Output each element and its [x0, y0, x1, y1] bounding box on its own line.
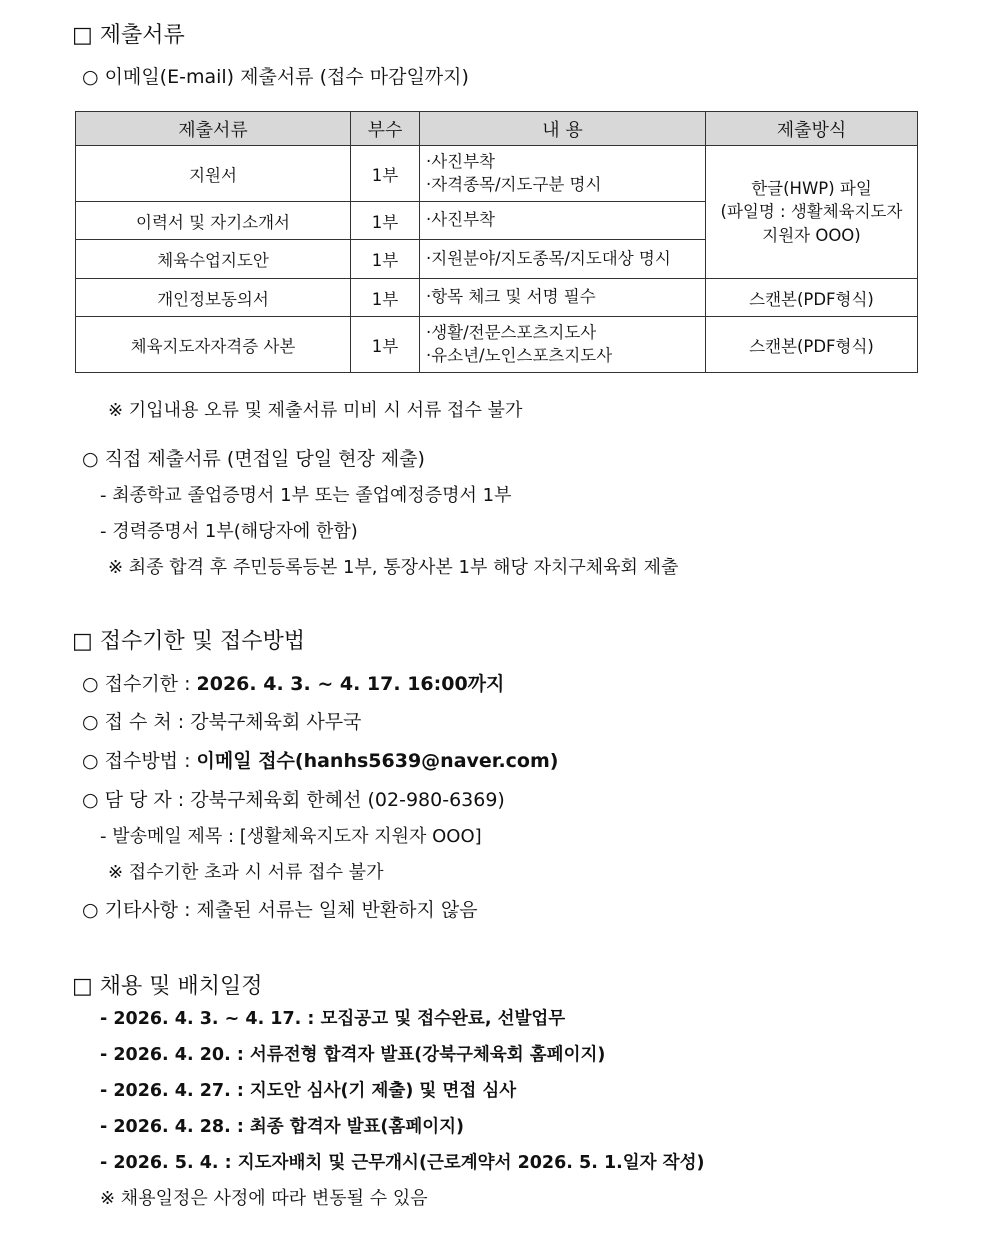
method-value: 이메일 접수(hanhs5639@naver.com) [196, 750, 559, 772]
copies-cell: 1부 [351, 202, 420, 240]
schedule-item: - 2026. 4. 27. : 지도안 심사(기 제출) 및 면접 심사 [100, 1081, 517, 1101]
reception-etc: ○ 기타사항 : 제출된 서류는 일체 반환하지 않음 [82, 899, 478, 921]
content-line: ·생활/전문스포츠지도사 [426, 323, 597, 343]
reception-deadline [82, 675, 504, 694]
table-row [76, 317, 918, 373]
content-line: ·사진부착 [426, 152, 496, 172]
content-cell [420, 240, 706, 279]
method-label: ○ 접수방법 : [82, 750, 197, 772]
doc-cell: 개인정보동의서 [76, 279, 351, 317]
section-title-reception: □ 접수기한 및 접수방법 [72, 629, 306, 654]
email-docs-note: ※ 기입내용 오류 및 제출서류 미비 시 서류 접수 불가 [108, 400, 523, 421]
method-line: 한글(HWP) 파일 [751, 179, 872, 199]
content-line: ·사진부착 [426, 210, 496, 230]
table-row [76, 146, 918, 202]
doc-cell: 지원서 [76, 146, 351, 202]
method-cell: 스캔본(PDF형식) [706, 279, 918, 317]
content-line: ·지원분야/지도종목/지도대상 명시 [426, 248, 671, 268]
table-header-row [76, 112, 918, 146]
schedule-item: - 2026. 4. 3. ~ 4. 17. : 모집공고 및 접수완료, 선발업무 [100, 1009, 566, 1029]
section-title-schedule: □ 채용 및 배치일정 [72, 974, 263, 999]
table-row [76, 279, 918, 317]
copies-cell: 1부 [351, 240, 420, 279]
copies-cell: 1부 [351, 317, 420, 373]
doc-cell: 체육수업지도안 [76, 240, 351, 279]
reception-note: ※ 접수기한 초과 시 서류 접수 불가 [108, 862, 384, 883]
method-line: (파일명 : 생활체육지도자 [720, 202, 903, 222]
mail-subject: - 발송메일 제목 : [생활체육지도자 지원자 OOO] [100, 826, 482, 847]
deadline-label: ○ 접수기한 : [82, 673, 197, 695]
section-title-documents: □ 제출서류 [72, 23, 185, 48]
schedule-item: - 2026. 4. 28. : 최종 합격자 발표(홈페이지) [100, 1117, 465, 1137]
deadline-value: 2026. 4. 3. ~ 4. 17. 16:00까지 [196, 673, 505, 695]
direct-docs-note: ※ 최종 합격 후 주민등록등본 1부, 통장사본 1부 해당 자치구체육회 제출 [108, 557, 679, 578]
content-line: ·항목 체크 및 서명 필수 [426, 287, 596, 307]
reception-contact: ○ 담 당 자 : 강북구체육회 한혜선 (02-980-6369) [82, 789, 505, 811]
direct-docs-heading: ○ 직접 제출서류 (면접일 당일 현장 제출) [82, 448, 425, 470]
merged-method-cell [706, 146, 918, 279]
documents-table [75, 111, 918, 373]
header-method: 제출방식 [706, 112, 918, 146]
doc-cell: 이력서 및 자기소개서 [76, 202, 351, 240]
reception-place: ○ 접 수 처 : 강북구체육회 사무국 [82, 711, 362, 733]
reception-method [82, 752, 558, 771]
copies-cell: 1부 [351, 146, 420, 202]
email-docs-heading: ○ 이메일(E-mail) 제출서류 (접수 마감일까지) [82, 66, 469, 88]
schedule-item: - 2026. 4. 20. : 서류전형 합격자 발표(강북구체육회 홈페이지) [100, 1045, 606, 1065]
header-doc: 제출서류 [76, 112, 351, 146]
header-copies: 부수 [351, 112, 420, 146]
header-content: 내 용 [420, 112, 706, 146]
copies-cell: 1부 [351, 279, 420, 317]
content-line: ·자격종목/지도구분 명시 [426, 174, 602, 194]
method-line: 지원자 OOO) [762, 225, 861, 245]
content-cell [420, 279, 706, 317]
schedule-item: - 2026. 5. 4. : 지도자배치 및 근무개시(근로계약서 2026. 5. 1.일자 작성) [100, 1153, 705, 1173]
direct-docs-item: - 최종학교 졸업증명서 1부 또는 졸업예정증명서 1부 [100, 485, 512, 506]
content-cell [420, 146, 706, 202]
schedule-note: ※ 채용일정은 사정에 따라 변동될 수 있음 [100, 1188, 428, 1209]
content-cell [420, 202, 706, 240]
direct-docs-item: - 경력증명서 1부(해당자에 한함) [100, 521, 358, 542]
content-line: ·유소년/노인스포츠지도사 [426, 345, 613, 365]
doc-cell: 체육지도자자격증 사본 [76, 317, 351, 373]
content-cell [420, 317, 706, 373]
method-cell: 스캔본(PDF형식) [706, 317, 918, 373]
